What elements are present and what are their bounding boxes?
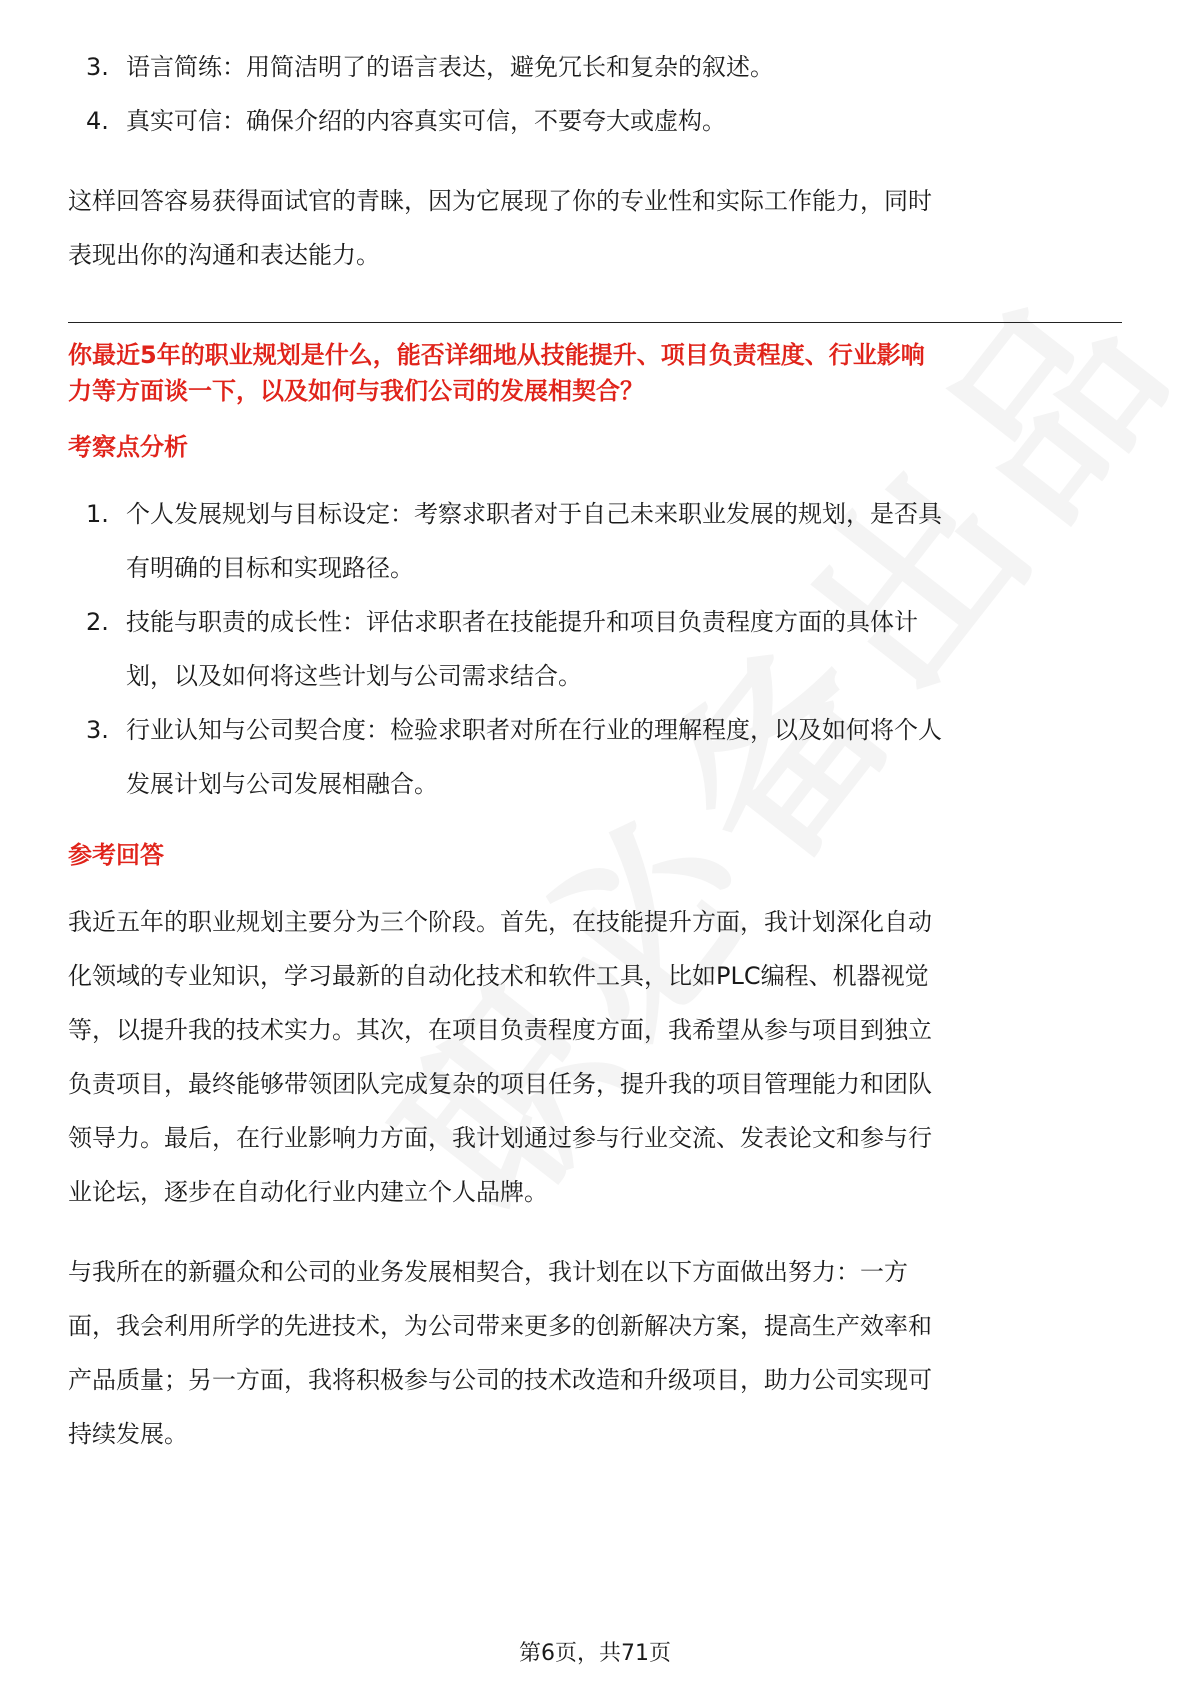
intro-paragraph: 这样回答容易获得面试官的青睐，因为它展现了你的专业性和实际工作能力，同时 表现出你的沟通和表达能力。: [68, 187, 932, 269]
divider: [68, 322, 1122, 323]
page-footer: 第6页，共71页: [519, 1641, 671, 1666]
question-heading: 你最近5年的职业规划是什么，能否详细地从技能提升、项目负责程度、行业影响 力等方面谈一下，以及如何与我们公司的发展相契合？: [68, 341, 925, 405]
answer-paragraph: 与我所在的新疆众和公司的业务发展相契合，我计划在以下方面做出努力：一方 面，我会利用所学的先进技术，为公司带来更多的创新解决方案，提高生产效率和 产品质量；另一方面，我将积极参与公司的技术改造和升级项目，助力公司实现可 持续发展。: [68, 1258, 932, 1448]
analysis-list: [68, 487, 1122, 811]
answer-paragraph: 我近五年的职业规划主要分为三个阶段。首先，在技能提升方面，我计划深化自动 化领域的专业知识，学习最新的自动化技术和软件工具，比如PLC编程、机器视觉 等，以提升我的技术实力。其次，在项目负责程度方面，我希望从参与项目到独立 负责项目，最终能够带领团队完成复杂的项目任务，提升我的项目管理能力和团队 领导力。最后，在行业影响力方面，我计划通过参与行业交流、发表论文和参与行 业论坛，逐步在自动化行业内建立个人品牌。: [68, 908, 932, 1206]
analysis-title: 考察点分析: [68, 433, 188, 461]
intro-list: [68, 40, 1122, 148]
list-item: 4. 真实可信：确保介绍的内容真实可信，不要夸大或虚构。: [86, 107, 726, 135]
document-page: [68, 40, 1122, 1461]
list-item: 2. 技能与职责的成长性：评估求职者在技能提升和项目负责程度方面的具体计 划，以及如何将这些计划与公司需求结合。: [86, 608, 918, 690]
list-item: 3. 行业认知与公司契合度：检验求职者对所在行业的理解程度，以及如何将个人 发展计划与公司发展相融合。: [86, 716, 942, 798]
list-item: 3. 语言简练：用简洁明了的语言表达，避免冗长和复杂的叙述。: [86, 53, 774, 81]
answer-title: 参考回答: [68, 841, 164, 869]
list-item: 1. 个人发展规划与目标设定：考察求职者对于自己未来职业发展的规划，是否具 有明确的目标和实现路径。: [86, 500, 942, 582]
